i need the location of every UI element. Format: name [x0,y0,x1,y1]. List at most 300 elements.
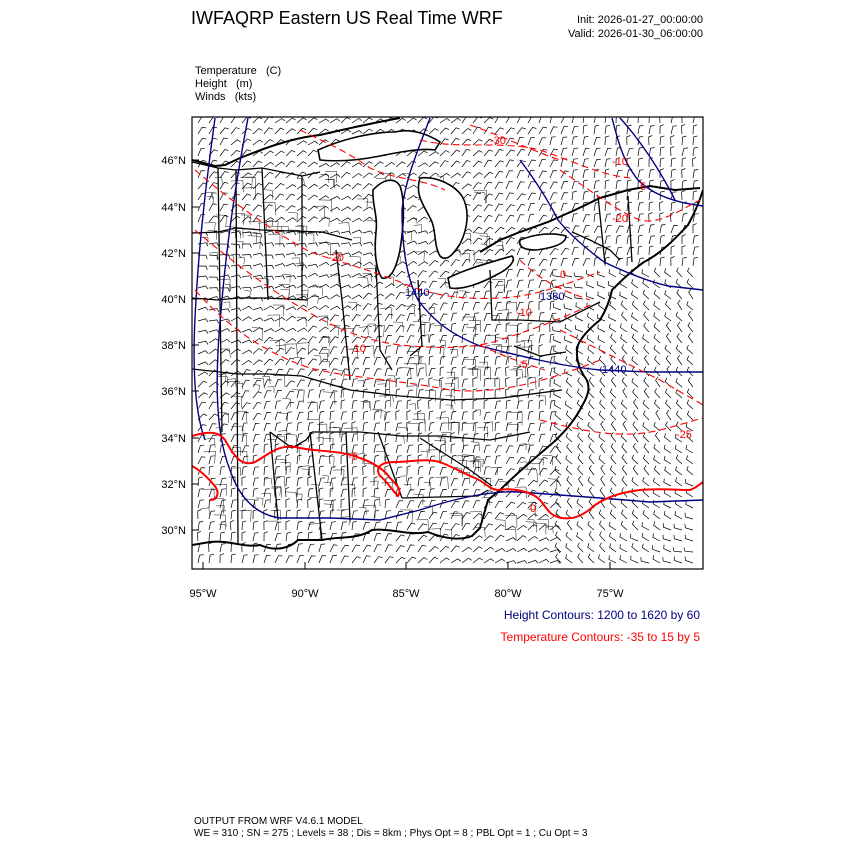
wind-barb [451,489,457,497]
wind-barb [253,339,263,344]
wind-barb [352,478,358,486]
wind-barb [418,251,428,255]
wind-barb [198,276,208,280]
wind-barb [198,215,205,222]
wind-barb [484,238,493,244]
wind-barb [352,434,358,442]
wind-barb [462,314,470,321]
county-line [323,438,334,449]
wind-barb [567,476,572,486]
wind-barb [578,378,583,388]
wind-barb [374,379,380,387]
wind-barb [649,114,653,123]
latitude-label: 40°N [161,294,186,306]
wind-barb [264,128,273,134]
wind-barb [275,477,280,486]
wind-barb [209,277,218,281]
wind-barb [687,400,693,409]
wind-barb [330,556,337,564]
wind-barb [275,412,281,420]
wind-barb [587,292,595,299]
wind-barb [495,161,504,167]
wind-barb [264,306,274,310]
wind-barb [341,412,347,420]
wind-barb [385,534,392,541]
wind-barb [440,478,446,486]
wind-barb [579,476,584,486]
freezing-contour [192,433,703,519]
county-line [248,236,261,249]
wind-barb [655,432,660,442]
wind-barb [286,521,290,530]
wind-barb [539,548,549,552]
wind-barb [561,137,567,145]
wind-barb [682,148,688,156]
wind-barb [644,411,650,420]
wind-barb [253,488,258,497]
wind-barb [550,182,558,189]
wind-barb [429,304,438,311]
wind-barb [297,521,302,530]
wind-barb [407,241,417,244]
wind-barb [429,261,438,267]
longitude-axis [189,562,624,600]
wind-barb [407,325,414,332]
wind-barb [220,288,229,292]
wind-barb [209,532,213,541]
wind-barb [693,247,699,255]
wind-barb [418,558,428,563]
county-line [371,497,380,507]
wind-barb [677,289,682,299]
county-line [365,463,374,473]
wind-barb [264,265,274,269]
wind-barb [554,379,561,387]
wind-barb [554,401,561,409]
wind-barb [396,501,403,508]
wind-barb [297,488,301,497]
wind-barb [407,455,411,464]
wind-barb [685,535,693,541]
wind-barb [308,556,316,563]
wind-barb [308,499,312,509]
wind-barb [495,182,503,189]
wind-barb [676,466,682,475]
wind-barb [539,227,548,233]
wind-barb [539,335,545,344]
wind-barb [589,509,594,519]
wind-barb [572,259,579,267]
wind-barb [286,391,294,398]
wind-barb [577,488,583,497]
wind-barb [583,170,589,179]
wind-barb [687,466,693,475]
wind-barb [638,246,642,255]
wind-barb [506,538,516,541]
wind-barb [429,129,438,134]
wind-barb [484,205,493,212]
wind-barb [583,215,590,222]
wind-barb [385,305,395,310]
wind-barb [341,275,351,278]
wind-barb [567,444,572,454]
wind-barb [550,378,554,387]
wind-barb [396,423,402,431]
wind-barb [594,137,601,145]
wind-barb [308,488,313,497]
wind-barb [577,389,583,398]
wind-barb [341,196,351,200]
wind-barb [693,169,698,178]
wind-barb [671,158,676,167]
wind-barb [506,160,514,167]
wind-barb [385,557,394,563]
county-line [325,171,336,182]
county-line [546,526,554,533]
wind-barb [682,246,686,255]
wind-barb [429,411,433,420]
wind-barb [297,467,302,476]
wind-barb [374,411,379,420]
wind-barb [363,207,373,211]
wind-barb [242,446,249,453]
wind-barb [242,350,252,354]
wind-barb [572,247,578,255]
wind-barb [528,445,534,453]
wind-barb [440,389,445,398]
wind-barb [253,533,259,541]
wind-barb [689,289,693,299]
wind-barb [506,548,516,552]
wind-barb [495,535,504,541]
wind-barb [484,400,488,409]
wind-barb [418,524,427,530]
wind-barb [495,456,501,464]
wind-barb [588,411,594,420]
wind-barb [599,510,605,519]
wind-barb [451,313,457,321]
wind-barb [341,118,350,124]
wind-barb [654,521,660,530]
wind-barb [506,400,511,409]
wind-barb [539,514,549,519]
wind-barb [352,557,361,563]
county-line [214,515,226,527]
county-line [268,387,275,393]
wind-barb [642,269,649,277]
wind-barb [198,402,206,409]
wind-barb [440,271,449,277]
wind-barb [611,432,616,442]
county-line [339,222,350,232]
wind-barb [231,381,240,387]
wind-barb [308,359,317,365]
wind-barb [528,193,536,200]
wind-barb [539,378,543,387]
county-line [314,206,325,217]
temperature-contour-legend: Temperature Contours: -35 to 15 by 5 [500,630,700,644]
wind-barb [341,522,347,530]
wind-barb [517,536,527,541]
wind-barb [352,174,362,179]
wind-barb [253,423,260,431]
wind-barb [407,196,417,200]
county-line [469,369,481,381]
wind-barb [209,339,219,343]
wind-barb [418,466,423,475]
wind-barb [539,280,546,288]
wind-barb [440,151,449,157]
wind-barb [550,171,557,178]
wind-barb [286,218,296,222]
wind-barb [495,446,502,453]
wind-barb [609,533,616,541]
wind-barb [632,301,638,310]
wind-barb [594,115,600,123]
wind-barb [577,532,583,541]
wind-barb [649,136,653,146]
wind-barb [649,180,654,189]
wind-barb [517,128,526,134]
wind-barb [275,194,284,200]
wind-barb [253,307,263,310]
wind-barb [418,433,422,442]
wind-barb [363,162,373,167]
wind-barb [589,377,594,387]
county-line [527,519,534,527]
wind-barb [264,413,271,421]
wind-barb [688,333,693,343]
wind-barb [275,276,285,280]
wind-barb [209,522,215,530]
wind-barb [589,454,594,464]
wind-barb [407,411,411,421]
wind-barb [330,391,337,398]
wind-barb [594,213,599,222]
wind-barb [675,445,682,453]
wind-barb [601,476,605,486]
wind-barb [385,162,395,167]
wind-barb [484,314,491,322]
wind-barb [644,443,649,453]
wind-barb [663,535,671,541]
wind-barb [589,389,595,398]
wind-barb [528,549,538,553]
wind-barb [473,151,482,156]
wind-barb [495,401,501,409]
wind-barb [341,218,351,222]
height-label: 1380 [540,291,565,303]
wind-barb [588,433,594,442]
wind-barb [341,400,345,409]
wind-barb [407,445,413,453]
wind-barb [407,557,416,563]
wind-barb [253,161,262,167]
wind-barb [253,183,262,189]
wind-barb [654,466,660,475]
wind-barb [396,162,406,167]
wind-barb [693,115,699,123]
wind-barb [528,259,535,267]
wind-barb [275,456,281,464]
wind-barb [528,480,537,486]
county-line [219,412,229,423]
wind-barb [611,477,616,487]
wind-barb [577,499,583,508]
wind-barb [506,423,512,431]
wind-barb [429,399,433,409]
wind-barb [598,281,605,288]
wind-barb [633,465,638,475]
wind-barb [275,423,281,431]
wind-barb [319,456,325,465]
wind-barb [616,226,624,233]
wind-barb [198,457,205,464]
wind-barb [462,547,472,552]
wind-barb [484,182,492,189]
wind-barb [308,522,314,530]
wind-barb [660,125,664,134]
wind-barb [655,400,661,409]
wind-barb [341,243,351,246]
wind-barb [330,119,340,123]
county-line [324,482,333,491]
wind-barb [686,479,693,486]
wind-barb [242,477,246,486]
wind-barb [517,401,523,409]
wind-barb [484,160,492,167]
wind-barb [297,499,302,508]
wind-barb [363,444,368,453]
wind-barb [687,411,693,420]
wind-barb [407,369,414,377]
wind-barb [440,303,448,310]
wind-barb [330,218,340,222]
wind-barb [550,249,559,256]
wind-barb [550,160,558,167]
wind-barb [341,315,350,321]
wind-barb [600,543,605,552]
wind-barb [565,324,572,332]
wind-barb [484,303,492,310]
wind-barb [589,400,594,410]
wind-barb [209,330,219,333]
latitude-label: 46°N [161,155,186,167]
wind-barb [638,114,642,123]
wind-barb [396,304,405,310]
wind-barb [209,402,217,409]
wind-barb [671,202,676,211]
wind-barb [396,467,402,475]
wind-barb [286,161,295,167]
wind-barb [611,377,616,387]
wind-barb [641,557,649,563]
county-line [438,438,445,445]
wind-barb [676,478,683,487]
wind-barb [319,347,327,354]
latitude-label: 34°N [161,433,186,445]
wind-barb [583,191,588,200]
wind-barb [506,215,514,222]
wind-barb [660,235,665,244]
wind-barb [220,182,228,189]
wind-barb [583,180,588,189]
wind-barb [418,241,428,244]
wind-barb [451,559,461,563]
wind-barb [539,538,549,541]
wind-barb [495,559,505,563]
wind-barb [220,204,228,211]
wind-barb [462,478,469,486]
wind-barb [688,311,693,321]
county-line [479,362,487,370]
wind-barb [682,169,686,179]
wind-barb [297,141,307,145]
wind-barb [209,216,218,222]
wind-barb [418,477,423,486]
county-line [322,475,328,482]
wind-barb [666,355,671,365]
wind-barb [242,306,252,310]
wind-barb [407,118,417,123]
wind-barb [622,443,627,453]
county-line [470,512,482,524]
wind-barb [253,434,260,442]
wind-barb [495,412,501,420]
county-line [233,214,244,225]
wind-barb [264,423,271,431]
wind-barb [473,400,477,409]
wind-barb [539,559,549,563]
wind-barb [649,202,653,211]
wind-barb [264,380,271,387]
wind-barb [319,163,329,167]
wind-barb [297,358,305,365]
wind-barb [622,454,627,464]
wind-barb [308,128,317,134]
wind-barb [385,545,392,552]
wind-barb [677,268,682,277]
county-line [367,324,375,332]
wind-barb [198,521,203,530]
wind-barb [495,356,500,365]
wind-barb [554,303,562,310]
wind-barb [308,411,313,420]
wind-barb [622,476,627,486]
wind-barb [418,512,425,520]
wind-barb [600,532,605,542]
wind-barb [242,555,248,563]
wind-barb [671,115,677,123]
wind-barb [220,216,229,223]
wind-barb [660,213,664,223]
wind-barb [396,358,403,366]
wind-barb [374,499,379,508]
wind-barb [352,499,357,508]
wind-barb [638,203,644,212]
wind-barb [308,306,318,310]
wind-barb [374,369,381,376]
wind-barb [231,244,240,249]
wind-barb [495,525,505,530]
wind-barb [682,213,687,222]
wind-barb [484,433,489,442]
wind-barb [330,306,340,310]
wind-barb [374,534,381,542]
wind-barb [198,500,204,508]
wind-barb [616,235,621,244]
wind-barb [330,196,340,200]
